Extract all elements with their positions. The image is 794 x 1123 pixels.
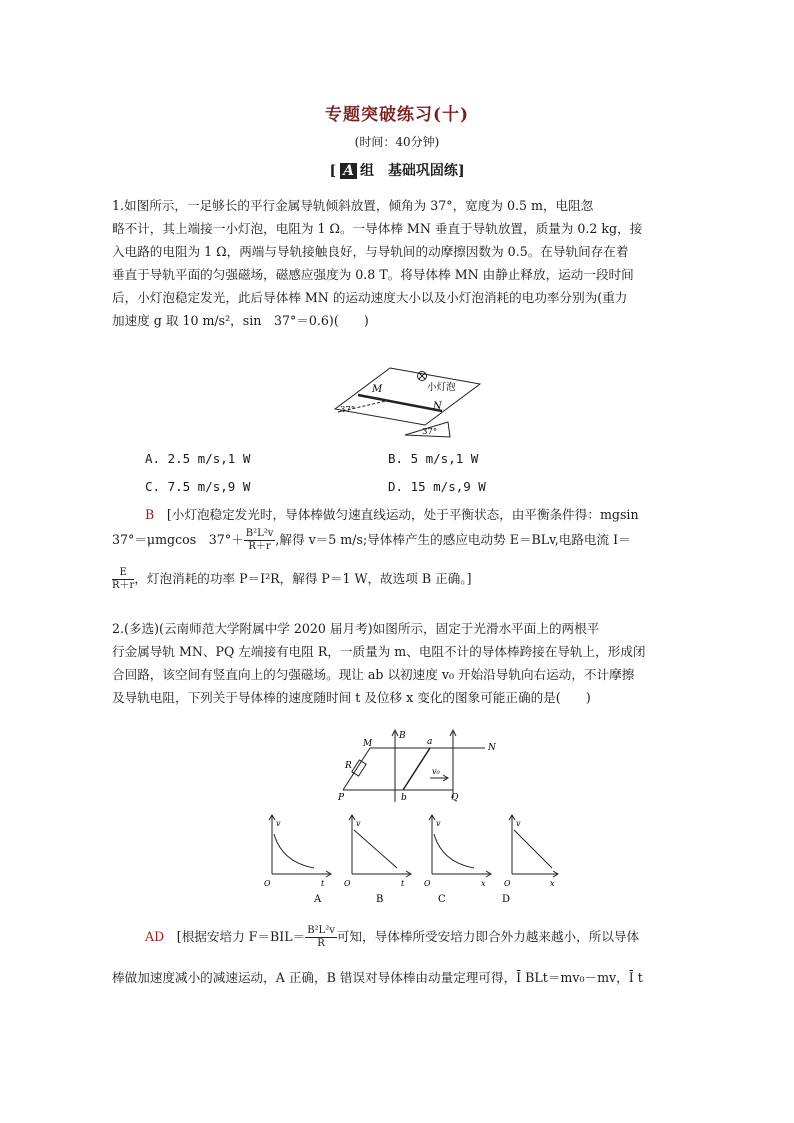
fig2-label-p: P — [338, 793, 345, 802]
fig2-label-m: M — [363, 739, 373, 749]
q1-answer-letter: B — [145, 507, 155, 522]
graph-a-origin: O — [264, 879, 271, 888]
q1-answer-text-2b: ,解得 v＝5 m/s;导体棒产生的感应电动势 E＝BLv,电路电流 I＝ — [275, 532, 631, 547]
q2-answer-letter: AD — [145, 929, 165, 944]
graph-b — [344, 815, 411, 904]
graph-b-label: B — [376, 894, 384, 904]
q1-answer-text-2a: 37°＝μmgcos 37°＋ — [112, 532, 244, 547]
graph-b-xlabel: t — [401, 879, 405, 888]
q2-line-1: 2.(多选)(云南师范大学附属中学 2020 届月考)如图所示，固定于光滑水平面上的两根平 — [112, 621, 600, 636]
q1-answer-text-1: [小灯泡稳定发光时，导体棒做匀速直线运动，处于平衡状态，由平衡条件得：mgsin — [166, 507, 639, 522]
q1-option-a: A. 2.5 m/s,1 W — [145, 451, 251, 466]
q1-answer-line-1 — [145, 505, 700, 525]
curve-c — [434, 834, 474, 868]
fig2-label-q: Q — [451, 793, 459, 802]
graph-d — [502, 815, 558, 904]
label-n: N — [433, 401, 442, 412]
q2-line-3: 合回路，该空间有竖直向上的匀强磁场。现让 ab 以初速度 v₀ 开始沿导轨向右运动，不计摩擦 — [112, 667, 635, 682]
graph-d-xlabel: x — [550, 879, 555, 888]
q2-figure-rails — [335, 728, 505, 802]
graph-c-origin: O — [424, 879, 431, 888]
q1-option-d: D. 15 m/s,9 W — [388, 479, 486, 494]
label-bulb: 小灯泡 — [427, 382, 456, 393]
q1-line-3: 入电路的电阻为 1 Ω，两端与导轨接触良好，与导轨间的动摩擦因数为 0.5。在导轨间存在着 — [112, 244, 629, 259]
fraction-2-denominator: R＋r — [112, 580, 135, 591]
rod-ab — [403, 748, 430, 790]
q1-figure-incline-rails — [330, 362, 500, 444]
fraction-1-numerator: B²L²v — [245, 528, 274, 539]
q2-graph-choices — [262, 814, 562, 904]
graph-b-ylabel: v — [356, 819, 361, 828]
graph-c — [424, 815, 491, 904]
time-note: (时间：40分钟) — [354, 135, 440, 149]
graph-d-label: D — [502, 894, 511, 904]
graph-d-origin: O — [504, 879, 511, 888]
line-b — [354, 830, 397, 868]
graph-a — [264, 815, 331, 904]
fig2-label-b: b — [401, 793, 407, 802]
group-heading: [ A 组 基础巩固练] — [329, 163, 465, 179]
curve-a — [274, 834, 314, 868]
q2-fraction-numerator: B²L²v — [307, 925, 335, 936]
q2-fraction — [305, 925, 337, 950]
graph-c-label: C — [438, 894, 446, 904]
q1-answer-text-3: ，灯泡消耗的功率 P＝I²R，解得 P＝1 W，故选项 B 正确。] — [134, 571, 472, 586]
group-label: 组 基础巩固练 — [359, 163, 458, 179]
label-m: M — [372, 384, 383, 395]
graph-a-xlabel: t — [321, 879, 325, 888]
fig2-label-r: R — [345, 761, 352, 771]
q2-answer-text-1a: [根据安培力 F＝BIL＝ — [176, 929, 306, 944]
q2-answer-line-1 — [145, 925, 700, 950]
q1-line-4: 垂直于导轨平面的匀强磁场，磁感应强度为 0.8 T。将导体棒 MN 由静止释放，运动一段时间 — [112, 267, 634, 282]
graph-c-xlabel: x — [481, 879, 486, 888]
fig2-label-a: a — [427, 737, 433, 747]
fig2-label-b-field: B — [399, 731, 406, 741]
graph-a-ylabel: v — [276, 819, 281, 828]
q2-answer-text-1b: 可知，导体棒所受安培力即合外力越来越小，所以导体 — [336, 929, 640, 944]
q2-answer-line-2: 棒做加速度减小的减速运动，A 正确，B 错误对导体棒由动量定理可得，Ī BLt＝mv₀－mv，Ī t — [112, 970, 643, 985]
q1-answer-line-2 — [112, 528, 697, 553]
fraction-1-denominator: R＋r — [248, 541, 271, 552]
conductor-rod-mn — [358, 395, 442, 411]
fig2-label-n: N — [488, 743, 496, 753]
q1-fraction-2 — [112, 567, 134, 592]
angle-label-1: 37° — [340, 405, 356, 415]
q1-option-b: B. 5 m/s,1 W — [388, 451, 479, 466]
graph-c-ylabel: v — [436, 819, 441, 828]
q1-answer-line-3 — [112, 567, 697, 592]
rail-plane — [335, 368, 480, 425]
graph-a-label: A — [314, 894, 322, 904]
q1-option-c: C. 7.5 m/s,9 W — [145, 479, 251, 494]
fig2-label-v0: v₀ — [432, 767, 440, 776]
graph-b-origin: O — [344, 879, 351, 888]
q1-line-6: 加速度 g 取 10 m/s²，sin 37°＝0.6)( ) — [112, 313, 369, 328]
page-title: 专题突破练习(十) — [324, 105, 470, 125]
q2-line-4: 及导轨电阻，下列关于导体棒的速度随时间 t 及位移 x 变化的图象可能正确的是( ) — [112, 690, 591, 705]
fraction-2-numerator: E — [112, 567, 134, 580]
graph-d-ylabel: v — [516, 819, 521, 828]
group-letter: A — [340, 163, 357, 179]
q1-fraction-1 — [244, 528, 276, 553]
angle-label-2: 37° — [422, 427, 438, 437]
q1-line-2: 略不计，其上端接一小灯泡，电阻为 1 Ω。一导体棒 MN 垂直于导轨放置，质量为 0.2 kg，接 — [112, 221, 643, 236]
q2-line-2: 行金属导轨 MN、PQ 左端接有电阻 R，一质量为 m、电阻不计的导体棒跨接在导轨上，形成闭 — [112, 644, 646, 659]
q2-fraction-denominator: R — [317, 938, 325, 949]
q1-line-5: 后，小灯泡稳定发光，此后导体棒 MN 的运动速度大小以及小灯泡消耗的电功率分别为(重力 — [112, 290, 628, 305]
q1-line-1: 1.如图所示，一足够长的平行金属导轨倾斜放置，倾角为 37°，宽度为 0.5 m，电阻忽 — [112, 198, 594, 213]
resistor-r — [352, 760, 366, 776]
line-d — [514, 830, 552, 868]
